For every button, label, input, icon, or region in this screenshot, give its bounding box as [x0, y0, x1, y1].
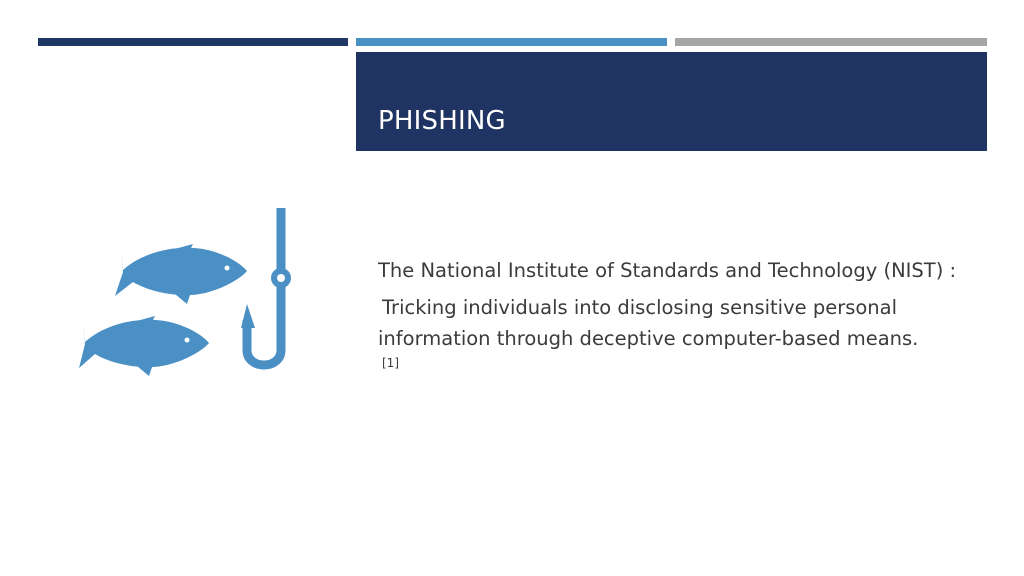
title-banner: [356, 52, 987, 151]
phishing-definition: [378, 292, 968, 371]
definition-line-1: Tricking individuals into disclosing sensitive personal: [382, 296, 898, 319]
citation-link[interactable]: [1]: [382, 356, 399, 370]
accent-bar-gray: [675, 38, 987, 46]
slide-title: PHISHING: [378, 106, 506, 136]
definition-line-2: information through deceptive computer-based means.: [378, 327, 919, 350]
accent-bar-dark: [38, 38, 348, 46]
nist-source-text: The National Institute of Standards and Technology (NIST) :: [378, 259, 957, 282]
accent-bar-blue: [356, 38, 667, 46]
fish-and-hook-icon: [75, 200, 305, 380]
slide-body: [378, 255, 968, 371]
